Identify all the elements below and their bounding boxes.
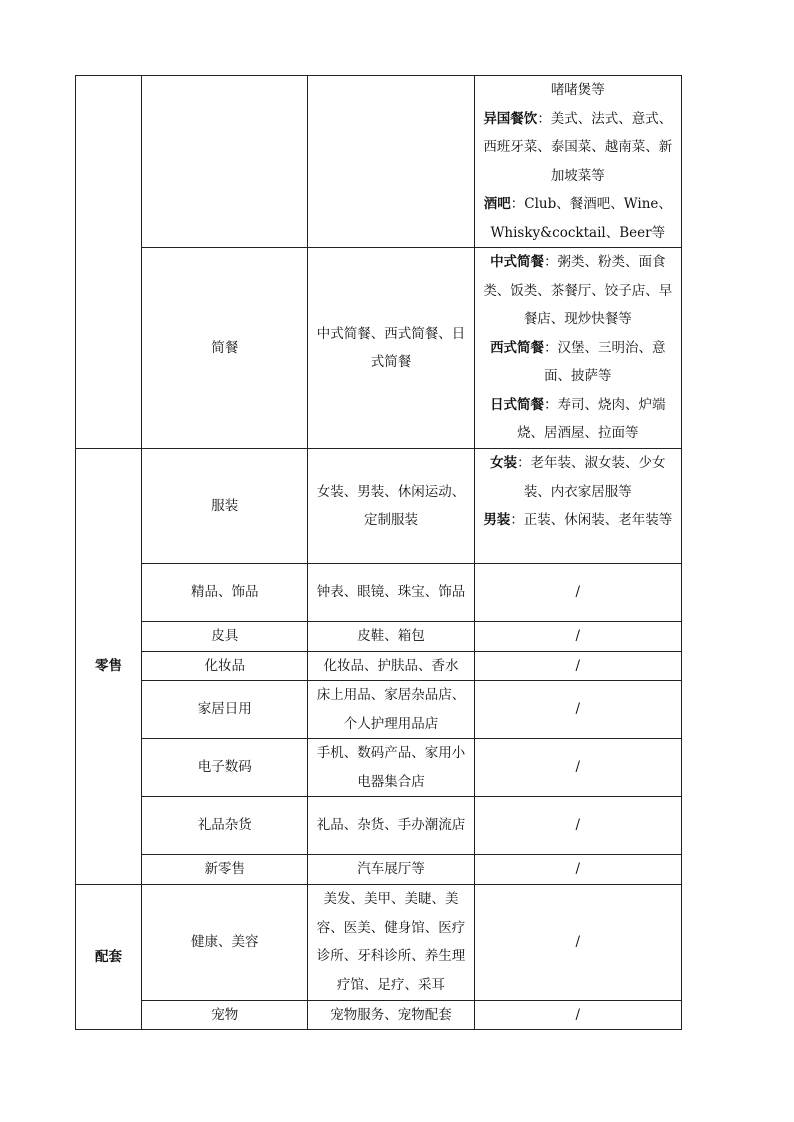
subcategory-cell: 礼品杂货 xyxy=(142,797,308,855)
types-cell: 中式简餐、西式简餐、日式简餐 xyxy=(308,248,474,449)
details-cell: / xyxy=(474,855,681,885)
subcategory-cell: 化妆品 xyxy=(142,651,308,681)
table-row xyxy=(76,884,682,1000)
types-cell: 礼品、杂货、手办潮流店 xyxy=(308,797,474,855)
subcategory-cell: 家居日用 xyxy=(142,681,308,739)
category-cell-support: 配套 xyxy=(76,884,142,1030)
details-cell: / xyxy=(474,884,681,1000)
types-cell: 床上用品、家居杂品店、个人护理用品店 xyxy=(308,681,474,739)
details-cell: / xyxy=(474,651,681,681)
table-row xyxy=(76,622,682,652)
detail-entry xyxy=(481,334,675,391)
types-cell: 钟表、眼镜、珠宝、饰品 xyxy=(308,564,474,622)
table-row xyxy=(76,855,682,885)
detail-text: 啫啫煲等 xyxy=(550,82,605,98)
details-cell: / xyxy=(474,1000,681,1030)
details-cell: / xyxy=(474,564,681,622)
subcategory-cell: 简餐 xyxy=(142,248,308,449)
types-cell: 汽车展厅等 xyxy=(308,855,474,885)
detail-text: ：粥类、粉类、面食类、饭类、茶餐厅、饺子店、早餐店、现炒快餐等 xyxy=(483,254,673,327)
detail-key: 女装 xyxy=(490,455,518,471)
subcategory-cell: 皮具 xyxy=(142,622,308,652)
subcategory-cell: 健康、美容 xyxy=(142,884,308,1000)
detail-key: 日式简餐 xyxy=(490,396,545,413)
table-row xyxy=(76,1000,682,1030)
detail-entry xyxy=(481,190,675,247)
detail-entry xyxy=(481,248,675,334)
types-cell: 手机、数码产品、家用小电器集合店 xyxy=(308,739,474,797)
detail-key: 西式简餐 xyxy=(490,339,545,356)
detail-entry xyxy=(481,391,675,448)
types-cell: 宠物服务、宠物配套 xyxy=(308,1000,474,1030)
types-cell: 化妆品、护肤品、香水 xyxy=(308,651,474,681)
detail-text: ：正装、休闲装、老年装等 xyxy=(510,512,673,528)
category-cell-retail: 零售 xyxy=(76,449,142,885)
category-cell-empty xyxy=(76,76,142,449)
subcategory-cell: 新零售 xyxy=(142,855,308,885)
table-row xyxy=(76,564,682,622)
subcategory-cell: 精品、饰品 xyxy=(142,564,308,622)
table-row xyxy=(76,76,682,248)
detail-key: 异国餐饮 xyxy=(483,110,538,127)
subcategory-cell: 宠物 xyxy=(142,1000,308,1030)
detail-entry xyxy=(481,449,675,506)
table-row xyxy=(76,797,682,855)
details-cell xyxy=(474,76,681,248)
subcategory-cell: 服装 xyxy=(142,449,308,564)
types-cell: 女装、男装、休闲运动、定制服装 xyxy=(308,449,474,564)
detail-text: ：美式、法式、意式、西班牙菜、泰国菜、越南菜、新加坡菜等 xyxy=(483,110,673,184)
table-row xyxy=(76,651,682,681)
detail-entry xyxy=(481,506,675,535)
table-row xyxy=(76,248,682,449)
types-cell: 皮鞋、箱包 xyxy=(308,622,474,652)
details-cell: / xyxy=(474,739,681,797)
details-cell: / xyxy=(474,622,681,652)
types-cell xyxy=(308,76,474,248)
detail-text: ：Club、餐酒吧、Wine、Whisky&cocktail、Beer等 xyxy=(490,196,672,241)
details-cell: / xyxy=(474,797,681,855)
subcategory-cell xyxy=(142,76,308,248)
types-cell: 美发、美甲、美睫、美容、医美、健身馆、医疗诊所、牙科诊所、养生理疗馆、足疗、采耳 xyxy=(308,884,474,1000)
table-row xyxy=(76,681,682,739)
detail-key: 男装 xyxy=(483,512,511,528)
detail-text: ：汉堡、三明治、意面、披萨等 xyxy=(544,339,666,384)
detail-key: 中式简餐 xyxy=(490,254,545,270)
table-row xyxy=(76,449,682,564)
detail-text: ：寿司、烧肉、炉端烧、居酒屋、拉面等 xyxy=(517,396,666,441)
subcategory-cell: 电子数码 xyxy=(142,739,308,797)
detail-key: 酒吧 xyxy=(483,196,511,212)
details-cell: / xyxy=(474,681,681,739)
details-cell xyxy=(474,248,681,449)
details-cell xyxy=(474,449,681,564)
table-row xyxy=(76,739,682,797)
detail-entry xyxy=(481,105,675,191)
category-table xyxy=(75,75,682,1030)
detail-text: ：老年装、淑女装、少女装、内衣家居服等 xyxy=(517,455,666,500)
